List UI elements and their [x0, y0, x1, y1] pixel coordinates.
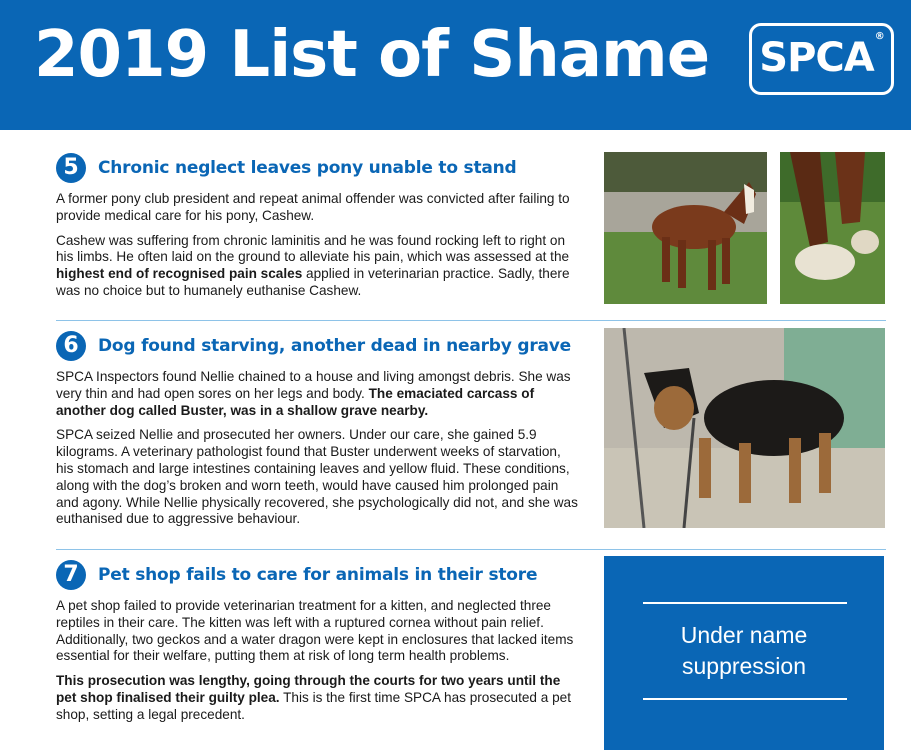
- emphasis-text: highest end of recognised pain scales: [56, 266, 303, 282]
- case-paragraph: SPCA seized Nellie and prosecuted her owners. Under our care, she gained 5.9 kilograms. A veterinary pathologist found that Buster underwent weeks of starvation, his stomach and large intestines containing leaves and yellow fluid. These conditions, along with the dog’s broken and worn teeth, would have caused him prolonged pain and agony. While Nellie physically recovered, she psychologically did not, and she was euthanised due to aggressive behaviour.: [56, 427, 578, 527]
- case-section-7: [56, 557, 578, 724]
- pony-hoof-photo: [780, 152, 885, 304]
- case-paragraph: A pet shop failed to provide veterinarian treatment for a kitten, and neglected three reptiles in their care. The kitten was left with a ruptured cornea without pain relief. Additionally, two geckos and a water dragon were kept in enclosures that lacked items essential for their welfare, putting them at risk of long term health problems.: [56, 598, 574, 664]
- registered-mark: ®: [874, 31, 884, 42]
- spca-logo: [749, 23, 894, 95]
- case-number-badge: 7: [56, 560, 86, 590]
- case-paragraph: [56, 369, 578, 419]
- text-run: SPCA Inspectors found Nellie chained to a house and living amongst debris. She was very thin and had open sores on her legs and body.: [56, 369, 571, 401]
- section-divider: [56, 320, 886, 321]
- case-number-badge: 6: [56, 331, 86, 361]
- section-heading: [56, 328, 578, 364]
- section-divider: [56, 549, 886, 550]
- case-paragraph: [56, 233, 578, 300]
- case-title: Chronic neglect leaves pony unable to stand: [98, 158, 517, 178]
- logo-text: SPCA: [759, 35, 874, 81]
- page-title: 2019 List of Shame: [34, 18, 710, 92]
- dog-photo: [604, 328, 885, 528]
- suppression-text: [604, 620, 884, 682]
- case-title: Dog found starving, another dead in nearby grave: [98, 336, 572, 356]
- text-run: applied in veterinarian practice. Sadly, there was no choice but to humanely euthanise Cashew.: [56, 266, 570, 298]
- header-banner: [0, 0, 911, 130]
- case-number-badge: 5: [56, 153, 86, 183]
- divider-line: [643, 698, 847, 700]
- case-section-6: [56, 328, 578, 528]
- pony-photo: [604, 152, 767, 304]
- name-suppression-box: [604, 556, 884, 750]
- section-heading: [56, 150, 578, 186]
- section-heading: [56, 557, 578, 593]
- case-paragraph: [56, 673, 578, 723]
- text-run: Cashew was suffering from chronic laminitis and he was found rocking left to right on his limbs. He often laid on the ground to alleviate his pain, which was assessed at the: [56, 232, 570, 265]
- emphasis-text: The emaciated carcass of another dog called Buster, was in a shallow grave nearby.: [56, 385, 535, 418]
- emphasis-text: This prosecution was lengthy, going through the courts for two years until the pet shop finalised their guilty plea.: [56, 673, 561, 705]
- case-title: Pet shop fails to care for animals in their store: [98, 565, 538, 585]
- suppression-line: Under name: [680, 622, 808, 648]
- divider-line: [643, 602, 847, 604]
- case-paragraph: A former pony club president and repeat animal offender was convicted after failing to provide medical care for his pony, Cashew.: [56, 191, 570, 223]
- case-section-5: [56, 150, 578, 300]
- suppression-line: suppression: [681, 653, 807, 679]
- text-run: This is the first time SPCA has prosecuted a pet shop, setting a legal precedent.: [56, 689, 571, 722]
